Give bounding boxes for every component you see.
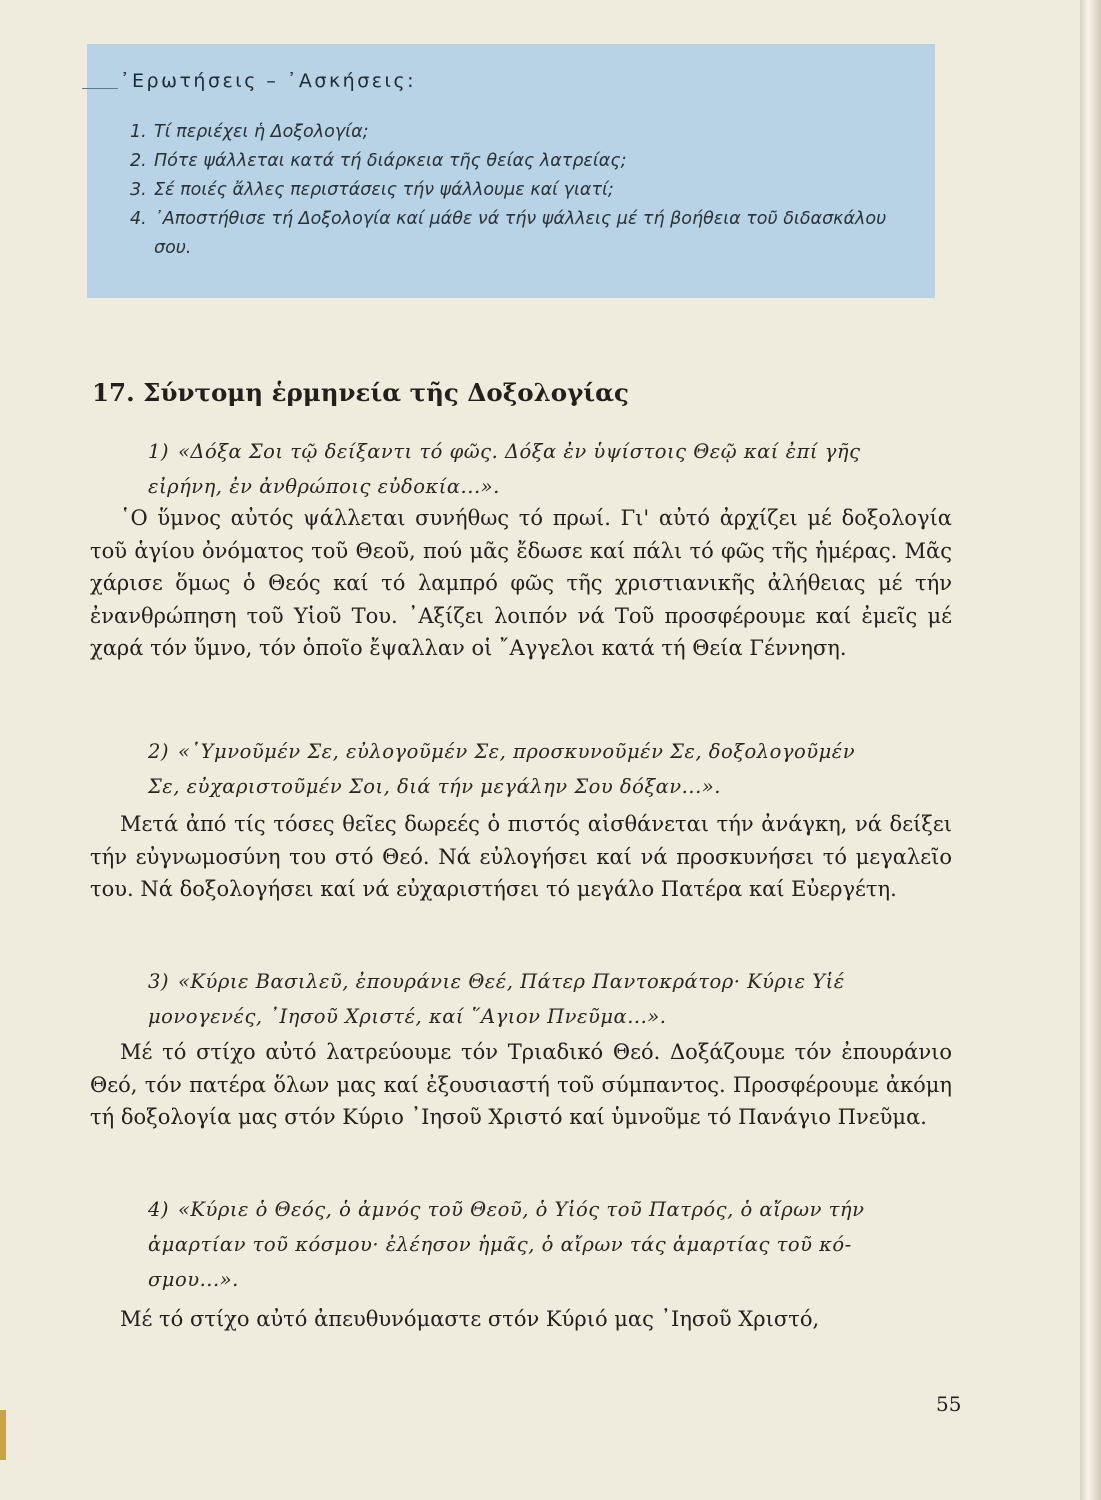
question-number: 1. xyxy=(130,122,147,142)
questions-title: ᾿Ερωτήσεις – ᾿Ασκήσεις: xyxy=(120,70,417,92)
verse-1 xyxy=(148,434,953,504)
verse-number: 4) xyxy=(148,1198,170,1221)
verse-number: 2) xyxy=(148,740,170,763)
question-text: Πότε ψάλλεται κατά τή διάρκεια τῆς θείας λατρείας; xyxy=(154,151,627,171)
verse-line: «῾Υμνοῦμέν Σε, εὐλογοῦμέν Σε, προσκυνοῦμέν Σε, δοξολογοῦμέν xyxy=(178,740,856,763)
verse-4 xyxy=(148,1192,953,1297)
questions-title-rule xyxy=(82,88,118,89)
verse-number: 3) xyxy=(148,970,170,993)
question-item xyxy=(130,176,920,205)
verse-line: «Κύριε Βασιλεῦ, ἐπουράνιε Θεέ, Πάτερ Παντοκράτορ· Κύριε Υἱέ xyxy=(178,970,845,993)
verse-line: ἁμαρτίαν τοῦ κόσμου· ἐλέησον ἡμᾶς, ὁ αἴρων τάς ἁμαρτίας τοῦ κό- xyxy=(148,1233,852,1256)
question-text: Τί περιέχει ἡ Δοξολογία; xyxy=(154,122,369,142)
verse-line: εἰρήνη, ἐν ἀνθρώποις εὐδοκία...». xyxy=(148,475,500,498)
section-title: 17. Σύντομη ἑρμηνεία τῆς Δοξολογίας xyxy=(92,378,629,407)
verse-line: μονογενές, ᾿Ιησοῦ Χριστέ, καί ῞Αγιον Πνεῦμα...». xyxy=(148,1005,667,1028)
questions-list xyxy=(130,118,920,263)
verse-3 xyxy=(148,964,953,1034)
question-number: 2. xyxy=(130,151,147,171)
question-item xyxy=(130,147,920,176)
verse-number: 1) xyxy=(148,440,170,463)
verse-2 xyxy=(148,734,953,804)
question-item xyxy=(130,205,920,263)
question-text: ᾿Αποστήθισε τή Δοξολογία καί μάθε νά τήν ψάλλεις μέ τή βοήθεια τοῦ διδασκάλου σου. xyxy=(154,209,887,258)
paragraph-3: Μέ τό στίχο αὐτό λατρεύουμε τόν Τριαδικό Θεό. Δοξάζουμε τόν ἐπουράνιο Θεό, τόν πατέρα ὅλων μας καί ἐξουσιαστή τοῦ σύμπαντος. Προσφέρουμε ἀκόμη τή δοξολογία μας στόν Κύριο ᾿Ιησοῦ Χριστό καί ὑμνοῦμε τό Πανάγιο Πνεῦμα. xyxy=(90,1040,952,1129)
verse-line: «Δόξα Σοι τῷ δείξαντι τό φῶς. Δόξα ἐν ὑψίστοις Θεῷ καί ἐπί γῆς xyxy=(178,440,861,463)
paragraph-4: Μέ τό στίχο αὐτό ἀπευθυνόμαστε στόν Κύριό μας ᾿Ιησοῦ Χριστό, xyxy=(120,1307,820,1331)
paragraph-2: Μετά ἀπό τίς τόσες θεῖες δωρεές ὁ πιστός αἰσθάνεται τήν ἀνάγκη, νά δείξει τήν εὐγνωμοσύνη του στό Θεό. Νά εὐλογήσει καί νά προσκυνήσει τό μεγαλεῖο του. Νά δοξολογήσει καί νά εὐχαριστήσει τό μεγάλο Πατέρα καί Εὐεργέτη. xyxy=(90,812,952,901)
paragraph-1: ῾Ο ὕμνος αὐτός ψάλλεται συνήθως τό πρωί. Γι' αὐτό ἀρχίζει μέ δοξολογία τοῦ ἁγίου ὀνόματος τοῦ Θεοῦ, πού μᾶς ἔδωσε καί πάλι τό φῶς τῆς ἡμέρας. Μᾶς χάρισε ὅμως ὁ Θεός καί τό λαμπρό φῶς τῆς χριστιανικῆς ἀλήθειας μέ τήν ἐνανθρώπηση τοῦ Υἱοῦ Του. ᾿Αξίζει λοιπόν νά Τοῦ προσφέρουμε καί ἐμεῖς μέ χαρά τόν ὕμνο, τόν ὁποῖο ἔψαλλαν οἱ ῎Αγγελοι κατά τή Θεία Γέννηση. xyxy=(90,506,952,660)
verse-line: Σε, εὐχαριστοῦμέν Σοι, διά τήν μεγάλην Σου δόξαν...». xyxy=(148,775,721,798)
question-item xyxy=(130,118,920,147)
verse-line: σμου...». xyxy=(148,1268,239,1291)
question-number: 3. xyxy=(130,180,147,200)
page-number: 55 xyxy=(936,1392,962,1416)
page-edge xyxy=(1080,0,1101,1500)
verse-line: «Κύριε ὁ Θεός, ὁ ἀμνός τοῦ Θεοῦ, ὁ Υἱός τοῦ Πατρός, ὁ αἴρων τήν xyxy=(178,1198,865,1221)
question-number: 4. xyxy=(130,209,147,229)
binding-mark xyxy=(0,1410,6,1460)
question-text: Σέ ποιές ἄλλες περιστάσεις τήν ψάλλουμε καί γιατί; xyxy=(154,180,614,200)
